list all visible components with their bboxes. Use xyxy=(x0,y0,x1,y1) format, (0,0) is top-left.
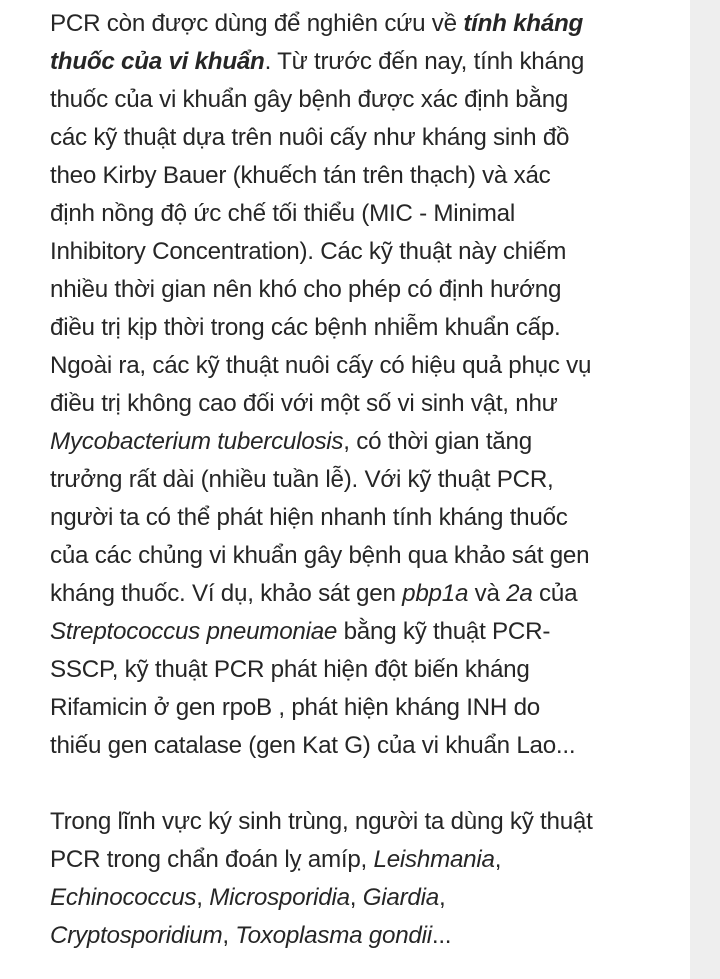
paragraph xyxy=(50,803,642,955)
text-run: , xyxy=(196,884,210,911)
text-run: , xyxy=(438,884,446,911)
text-run: điều trị kịp thời trong các bệnh nhiễm khuẩn cấp. xyxy=(50,314,561,341)
text-run: . Từ trước đến nay, tính kháng xyxy=(264,48,585,75)
text-run: định nồng độ ức chế tối thiểu (MIC - Minimal xyxy=(50,200,515,227)
text-run: theo Kirby Bauer (khuếch tán trên thạch) và xác xyxy=(50,162,551,189)
text-run: kháng thuốc. Ví dụ, khảo sát gen xyxy=(50,580,403,607)
text-run: nhiều thời gian nên khó cho phép có định hướng xyxy=(50,276,562,303)
text-run: ... xyxy=(431,922,452,949)
text-run: Rifamicin ở gen rpoB , phát hiện kháng INH do xyxy=(50,694,540,721)
text-line xyxy=(50,119,642,157)
text-line xyxy=(50,537,642,575)
text-line xyxy=(50,43,642,81)
text-run: PCR trong chẩn đoán lỵ amíp, xyxy=(50,846,374,873)
scrollbar-track[interactable] xyxy=(690,0,720,979)
text-line xyxy=(50,233,642,271)
text-line xyxy=(50,81,642,119)
italic-text-run: Microsporidia xyxy=(209,884,350,911)
italic-text-run: Mycobacterium tuberculosis xyxy=(50,428,344,455)
text-run: Trong lĩnh vực ký sinh trùng, người ta dùng kỹ thuật xyxy=(50,808,593,835)
text-run: thuốc của vi khuẩn gây bệnh được xác định bằng xyxy=(50,86,569,113)
italic-text-run: 2a xyxy=(506,580,533,607)
text-run: bằng kỹ thuật PCR- xyxy=(337,618,551,645)
text-run: SSCP, kỹ thuật PCR phát hiện đột biến kháng xyxy=(50,656,530,683)
text-run: điều trị không cao đối với một số vi sinh vật, như xyxy=(50,390,558,417)
text-run: PCR còn được dùng để nghiên cứu về xyxy=(50,10,464,37)
article-body xyxy=(50,5,642,955)
text-line xyxy=(50,613,642,651)
italic-text-run: Toxoplasma gondii xyxy=(235,922,432,949)
italic-text-run: Giardia xyxy=(362,884,439,911)
text-run: của xyxy=(532,580,578,607)
text-line xyxy=(50,727,642,765)
text-line xyxy=(50,195,642,233)
italic-text-run: Streptococcus pneumoniae xyxy=(50,618,338,645)
text-line xyxy=(50,347,642,385)
italic-text-run: Cryptosporidium xyxy=(50,922,223,949)
text-run: thiếu gen catalase (gen Kat G) của vi khuẩn Lao... xyxy=(50,732,576,759)
text-run: Ngoài ra, các kỹ thuật nuôi cấy có hiệu quả phục vụ xyxy=(50,352,592,379)
text-run: của các chủng vi khuẩn gây bệnh qua khảo sát gen xyxy=(50,542,590,569)
text-run: trưởng rất dài (nhiều tuần lễ). Với kỹ thuật PCR, xyxy=(50,466,554,493)
paragraph xyxy=(50,5,642,765)
text-run: , xyxy=(494,846,502,873)
bold-italic-text-run: thuốc của vi khuẩn xyxy=(50,48,265,75)
text-run: Inhibitory Concentration). Các kỹ thuật này chiếm xyxy=(50,238,567,265)
bold-italic-text-run: tính kháng xyxy=(463,10,584,37)
text-line xyxy=(50,917,642,955)
italic-text-run: Leishmania xyxy=(373,846,495,873)
text-line xyxy=(50,499,642,537)
text-line xyxy=(50,689,642,727)
text-run: , xyxy=(222,922,236,949)
text-run: và xyxy=(468,580,507,607)
text-line xyxy=(50,5,642,43)
text-line xyxy=(50,309,642,347)
text-line xyxy=(50,575,642,613)
text-line xyxy=(50,423,642,461)
text-line xyxy=(50,651,642,689)
text-run: các kỹ thuật dựa trên nuôi cấy như kháng sinh đồ xyxy=(50,124,570,151)
text-line xyxy=(50,803,642,841)
text-line xyxy=(50,385,642,423)
italic-text-run: pbp1a xyxy=(402,580,469,607)
text-line xyxy=(50,879,642,917)
text-run: , xyxy=(349,884,363,911)
text-line xyxy=(50,157,642,195)
text-line xyxy=(50,461,642,499)
text-line xyxy=(50,841,642,879)
italic-text-run: Echinococcus xyxy=(50,884,197,911)
text-line xyxy=(50,271,642,309)
text-run: người ta có thể phát hiện nhanh tính kháng thuốc xyxy=(50,504,568,531)
text-run: , có thời gian tăng xyxy=(343,428,532,455)
